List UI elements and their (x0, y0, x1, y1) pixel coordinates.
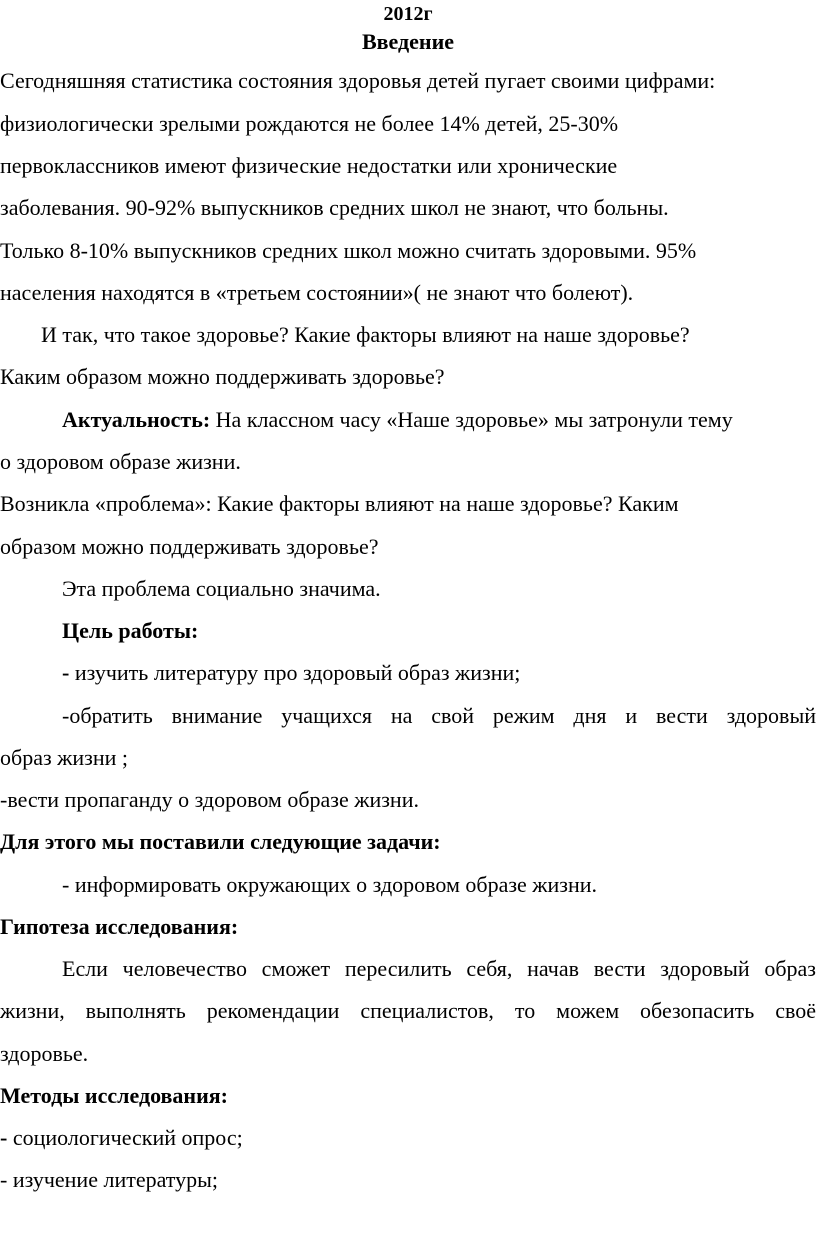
goal-item-2: -обратить внимание учащихся на свой режим дня и вести здоровый (62, 703, 816, 728)
tasks-item-1: - информировать окружающих о здоровом образе жизни. (62, 872, 598, 897)
intro-line-3: первоклассников имеют физические недостатки или хронические (0, 153, 618, 178)
document-year: 2012г (383, 3, 433, 25)
document-title: Введение (361, 29, 455, 54)
goal-item-1 (62, 658, 816, 688)
methods-dash: - (0, 1125, 8, 1150)
goal-item-1-text: изучить литературу про здоровый образ жизни; (69, 660, 521, 685)
hypothesis-label: Гипотеза исследования: (0, 914, 239, 939)
methods-item-1-text: социологический опрос; (7, 1125, 243, 1150)
relevance-text: На классном часу «Наше здоровье» мы затронули тему (210, 407, 733, 432)
goal-item-3: -вести пропаганду о здоровом образе жизни. (0, 787, 419, 812)
intro-line-5: Только 8-10% выпускников средних школ можно считать здоровыми. 95% (0, 238, 697, 263)
methods-label: Методы исследования: (0, 1083, 228, 1108)
hypothesis-line-2: жизни, выполнять рекомендации специалистов, то можем обезопасить своё (0, 998, 816, 1023)
intro-line-1: Сегодняшняя статистика состояния здоровья детей пугает своими цифрами: (0, 68, 716, 93)
tasks-label: Для этого мы поставили следующие задачи: (0, 829, 441, 854)
methods-item-1 (0, 1123, 816, 1153)
methods-item-2: - изучение литературы; (0, 1167, 219, 1192)
problem-line-3: Эта проблема социально значима. (62, 576, 381, 601)
questions-line-1: И так, что такое здоровье? Какие факторы влияют на наше здоровье? (41, 322, 690, 347)
goal-label: Цель работы: (62, 618, 199, 643)
hypothesis-line-1: Если человечество сможет пересилить себя, начав вести здоровый образ (62, 956, 816, 981)
goal-item-2-cont: образ жизни ; (0, 745, 128, 770)
intro-line-4: заболевания. 90-92% выпускников средних школ не знают, что больны. (0, 195, 669, 220)
questions-line-2: Каким образом можно поддерживать здоровье? (0, 364, 445, 389)
intro-line-6: населения находятся в «третьем состоянии»( не знают что болеют). (0, 280, 634, 305)
relevance-line-2: о здоровом образе жизни. (0, 449, 241, 474)
hypothesis-line-3: здоровье. (0, 1041, 89, 1066)
relevance-label: Актуальность: (62, 407, 211, 432)
problem-line-1: Возникла «проблема»: Какие факторы влияют на наше здоровье? Каким (0, 491, 679, 516)
problem-line-2: образом можно поддерживать здоровье? (0, 534, 379, 559)
relevance-paragraph (62, 405, 816, 435)
intro-line-2: физиологически зрелыми рождаются не более 14% детей, 25-30% (0, 111, 619, 136)
goal-dash: - (62, 660, 70, 685)
